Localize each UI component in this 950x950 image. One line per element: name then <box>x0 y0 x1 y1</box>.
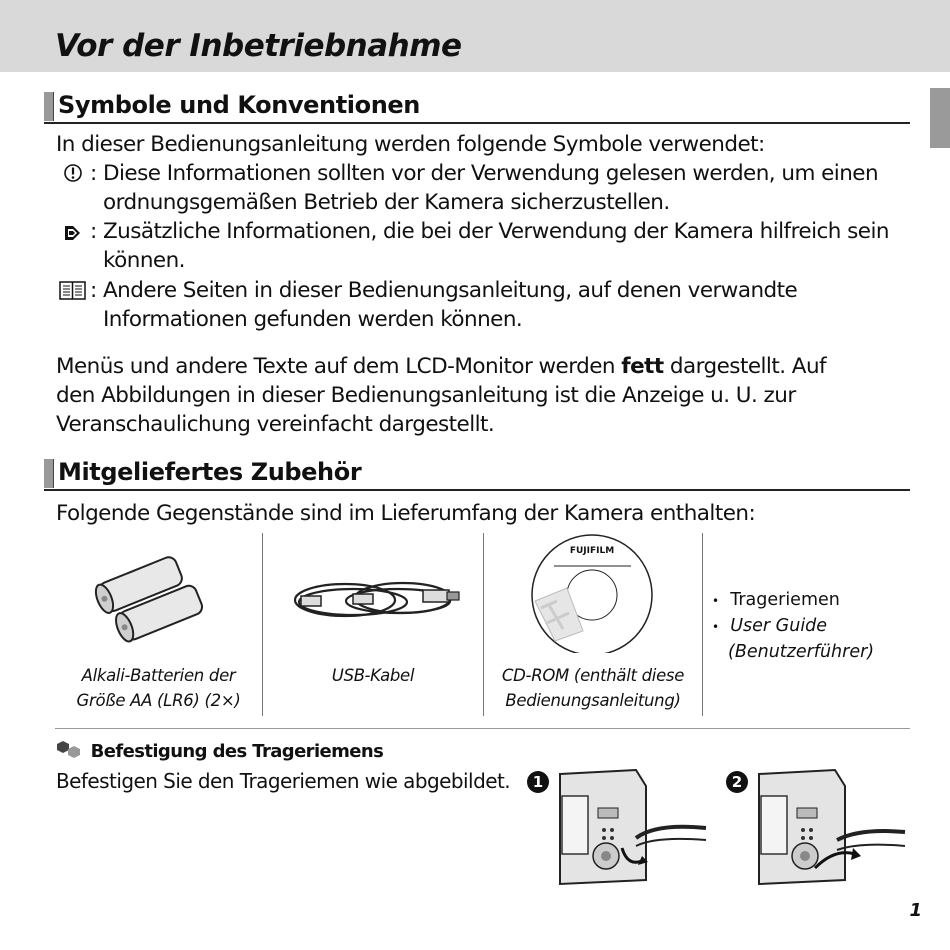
note-icon <box>56 217 88 246</box>
page-number: 1 <box>909 900 922 921</box>
note-heading <box>55 740 383 762</box>
symbol-text: Andere Seiten in dieser Bedienungsanleitung, auf denen verwandte <box>103 278 798 303</box>
section-marker <box>44 92 54 121</box>
section-title: Mitgeliefertes Zubehör <box>58 458 362 486</box>
accessory-caption: Alkali-Batterien der <box>81 666 236 685</box>
convention-paragraph-line3: Veranschaulichung vereinfacht dargestellt. <box>56 412 495 437</box>
step-number: 2 <box>726 771 748 793</box>
extra-item: (Benutzerführer) <box>728 642 875 662</box>
note-text: Befestigen Sie den Trageriemen wie abgebildet. <box>56 769 511 793</box>
book-icon <box>56 276 88 305</box>
extra-item: User Guide <box>730 616 828 636</box>
symbol-text: können. <box>103 248 185 273</box>
cd-rom-illustration <box>527 533 661 653</box>
convention-paragraph-line2: den Abbildungen in dieser Bedienungsanleitung ist die Anzeige u. U. zur <box>56 383 796 408</box>
convention-paragraph-line1 <box>56 352 826 381</box>
hint-icon <box>55 740 85 760</box>
section-title: Symbole und Konventionen <box>58 91 420 119</box>
bold-term: fett <box>621 354 664 379</box>
symbol-separator: : <box>90 219 97 244</box>
symbol-text: Zusätzliche Informationen, die bei der Verwendung der Kamera hilfreich sein <box>103 219 889 244</box>
caution-icon <box>56 159 88 188</box>
symbol-text: Diese Informationen sollten vor der Verwendung gelesen werden, um einen <box>103 161 879 186</box>
section-divider <box>55 728 910 729</box>
list-item <box>712 640 874 665</box>
symbol-separator: : <box>90 161 97 186</box>
accessory-usb-cable <box>263 533 483 716</box>
camera-strap-step2-illustration <box>755 768 910 886</box>
list-item: • User Guide <box>712 616 828 636</box>
extra-item: Trageriemen <box>730 590 840 610</box>
section-heading-symbols <box>44 90 910 124</box>
accessory-caption: Größe AA (LR6) (2×) <box>76 691 241 710</box>
section-marker <box>44 459 54 488</box>
symbol-separator: : <box>90 278 97 303</box>
accessory-caption: CD-ROM (enthält diese <box>501 666 685 685</box>
extras-list <box>712 588 874 665</box>
step-number: 1 <box>527 771 549 793</box>
page-header <box>0 0 950 72</box>
note-title: Befestigung des Trageriemens <box>90 741 384 762</box>
accessory-cd-rom <box>484 533 702 716</box>
accessory-caption: USB-Kabel <box>331 666 415 685</box>
usb-cable-illustration <box>283 568 468 633</box>
symbol-text: ordnungsgemäßen Betrieb der Kamera sicherzustellen. <box>103 190 670 215</box>
section-heading-accessories <box>44 457 910 491</box>
accessories-intro: Folgende Gegenstände sind im Lieferumfang der Kamera enthalten: <box>56 501 756 526</box>
symbol-text: Informationen gefunden werden können. <box>103 307 523 332</box>
batteries-illustration <box>85 551 225 651</box>
accessory-batteries <box>55 533 262 716</box>
column-divider <box>702 533 703 716</box>
accessory-caption: Bedienungsanleitung) <box>505 691 681 710</box>
chapter-tab <box>930 88 950 148</box>
disc-brand-text: FUJIFILM <box>569 546 615 556</box>
symbols-intro: In dieser Bedienungsanleitung werden folgende Symbole verwendet: <box>56 132 765 157</box>
camera-strap-step1-illustration <box>556 768 711 886</box>
list-item: • Trageriemen <box>712 590 840 610</box>
paragraph-text: Menüs und andere Texte auf dem LCD-Monitor werden <box>56 354 622 379</box>
paragraph-text: dargestellt. Auf <box>663 354 827 379</box>
page-title: Vor der Inbetriebnahme <box>55 28 462 64</box>
